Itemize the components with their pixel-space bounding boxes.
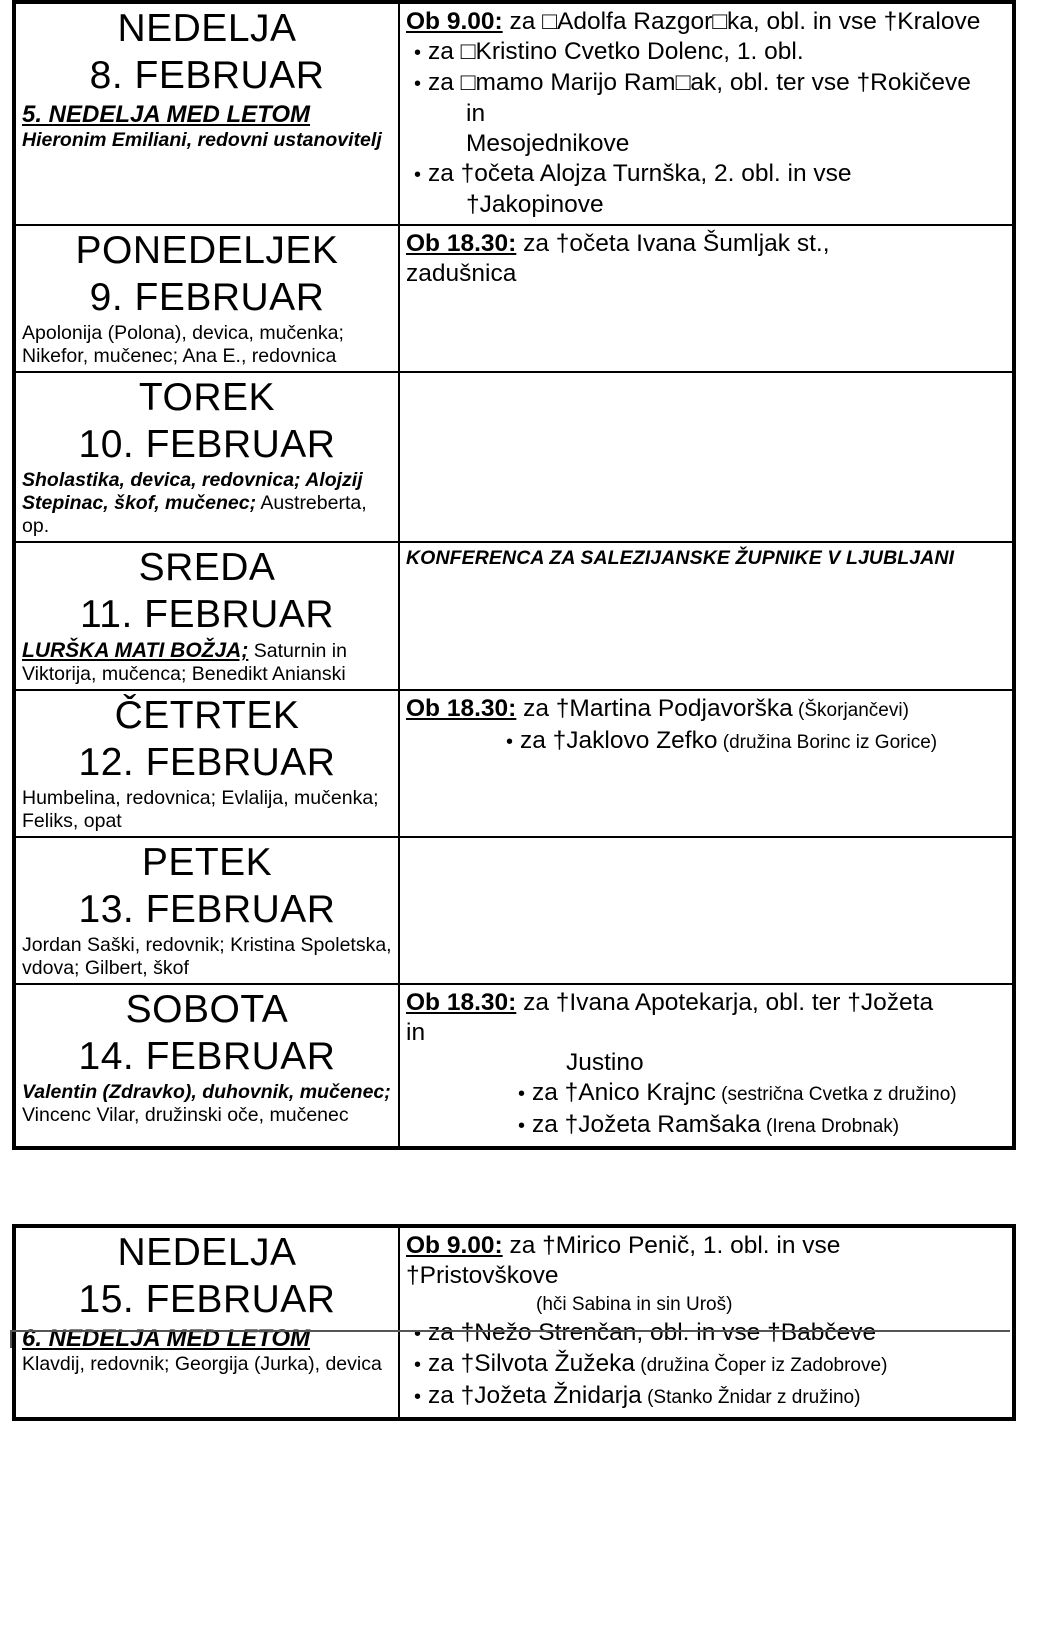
mass-intention-bullet: [406, 1349, 1010, 1381]
mass-primary-line: [406, 1231, 1010, 1261]
mass-intention: za †Jožeta Žnidarja: [428, 1382, 642, 1409]
day-date: 12. FEBRUAR: [78, 741, 336, 784]
day-subtitle: 5. NEDELJA MED LETOM: [22, 101, 311, 128]
day-saints-plain: Saturnin in Viktorija, mučenca; Benedikt Anianski: [22, 640, 347, 685]
day-subtitle: 6. NEDELJA MED LETOM: [22, 1325, 311, 1352]
day-name: ČETRTEK: [114, 694, 300, 737]
day-saints: [22, 639, 392, 686]
day-saints-emphasis: Sholastika, devica, redovnica; Alojzij Stepinac, škof, mučenec;: [22, 469, 363, 514]
day-cell: [14, 984, 399, 1148]
mass-intention: za †očeta Ivana Šumljak st.,: [516, 230, 830, 257]
day-saints: Klavdij, redovnik; Georgija (Jurka), devica: [22, 1353, 382, 1375]
mass-cell: [399, 2, 1014, 225]
day-name: PONEDELJEK: [75, 229, 339, 272]
mass-intention-bullet: • za □Kristino Cvetko Dolenc, 1. obl.: [406, 37, 1010, 68]
mass-donor-note: (družina Čoper iz Zadobrove): [635, 1355, 888, 1376]
day-name: TOREK: [138, 376, 276, 419]
table-row: [14, 225, 1014, 372]
mass-donor-note: (Škorjančevi): [792, 700, 909, 721]
day-saints: [22, 1081, 392, 1127]
day-cell: [14, 225, 399, 372]
day-cell: [14, 837, 399, 984]
mass-intention-cont: Justino: [566, 1049, 644, 1076]
table-row: [14, 984, 1014, 1148]
day-cell: [14, 372, 399, 542]
mass-intention-cont: †Jakopinove: [466, 191, 604, 218]
day-date: 14. FEBRUAR: [78, 1035, 336, 1078]
mass-primary-line: [406, 988, 1010, 1018]
mass-intention-bullet: [406, 1110, 1010, 1142]
page-break-rule: [10, 1330, 1010, 1332]
day-saints: Jordan Saški, redovnik; Kristina Spoletska, vdova; Gilbert, škof: [22, 934, 392, 979]
mass-intention: za †Martina Podjavorška: [516, 695, 793, 722]
mass-intention-bullet: [406, 1078, 1010, 1110]
mass-cell: [399, 690, 1014, 837]
day-name: NEDELJA: [117, 1231, 297, 1274]
schedule-table-week1: [12, 0, 1016, 1150]
conference-note: KONFERENCA ZA SALEZIJANSKE ŽUPNIKE V LJUBLJANI: [406, 547, 955, 569]
day-name: SREDA: [138, 546, 276, 589]
mass-time: Ob 18.30:: [406, 695, 517, 722]
mass-cell-empty: [399, 837, 1014, 984]
mass-intention-cont: †Pristovškove: [406, 1262, 559, 1289]
mass-intention: za †Jožeta Ramšaka: [532, 1111, 761, 1138]
mass-cell-empty: [399, 372, 1014, 542]
table-row: [14, 1226, 1014, 1419]
mass-time: Ob 9.00:: [406, 8, 503, 35]
mass-intention-cont: in: [406, 1019, 426, 1046]
page-gap: [0, 1150, 1061, 1208]
mass-primary-line: [406, 694, 1010, 726]
day-cell: [14, 2, 399, 225]
mass-intention-cont: in: [466, 100, 486, 127]
mass-intention: za †Mirico Penič, 1. obl. in vse: [502, 1232, 841, 1259]
day-saints-emphasis: Valentin (Zdravko), duhovnik, mučenec;: [22, 1081, 391, 1103]
day-name: PETEK: [141, 841, 273, 884]
day-saints: Apolonija (Polona), devica, mučenka; Nikefor, mučenec; Ana E., redovnica: [22, 322, 344, 367]
table-row: [14, 837, 1014, 984]
day-date: 13. FEBRUAR: [78, 888, 336, 931]
mass-cell: [399, 984, 1014, 1148]
mass-intention: za †Silvota Žužeka: [428, 1350, 635, 1377]
mass-intention-bullet: [406, 1381, 1010, 1413]
mass-time: Ob 18.30:: [406, 989, 517, 1016]
day-name: NEDELJA: [117, 7, 297, 50]
table-row: [14, 542, 1014, 690]
mass-intention: za †Ivana Apotekarja, obl. ter †Jožeta: [516, 989, 934, 1016]
mass-cell: [399, 542, 1014, 690]
mass-primary-line: [406, 229, 1010, 259]
page-break-tick: [10, 1330, 12, 1348]
day-saints-plain: Austreberta, op.: [22, 492, 367, 537]
day-date: 8. FEBRUAR: [89, 54, 325, 97]
mass-intention-bullet: • za †Nežo Strenčan, obl. in vse †Babčeve: [406, 1318, 1010, 1349]
mass-donor-note: (hči Sabina in sin Uroš): [536, 1294, 733, 1315]
day-saints: [22, 469, 392, 538]
mass-donor-note: (sestrična Cvetka z družino): [715, 1084, 957, 1105]
mass-intention-bullet: [406, 726, 1010, 758]
mass-cell: [399, 1226, 1014, 1419]
day-cell: [14, 542, 399, 690]
day-name: SOBOTA: [125, 988, 289, 1031]
mass-time: Ob 9.00:: [406, 1232, 503, 1259]
mass-intention: za †Jaklovo Zefko: [520, 727, 718, 754]
mass-cell: [399, 225, 1014, 372]
table-row: [14, 690, 1014, 837]
mass-donor-note: (družina Borinc iz Gorice): [717, 732, 938, 753]
mass-intention-cont: zadušnica: [406, 260, 517, 287]
day-saints-plain: Vincenc Vilar, družinski oče, mučenec: [22, 1104, 349, 1126]
schedule-table-week2: [12, 1224, 1016, 1421]
day-saints: Humbelina, redovnica; Evlalija, mučenka; Feliks, opat: [22, 787, 379, 832]
day-date: 11. FEBRUAR: [79, 593, 334, 636]
table-row: [14, 372, 1014, 542]
mass-intention: za †Anico Krajnc: [532, 1079, 716, 1106]
table-row: [14, 2, 1014, 225]
mass-donor-note: (Irena Drobnak): [760, 1116, 900, 1137]
day-cell: [14, 1226, 399, 1419]
day-subtitle: LURŠKA MATI BOŽJA;: [22, 639, 249, 662]
mass-intention-bullet: • za †očeta Alojza Turnška, 2. obl. in vse: [406, 159, 1010, 190]
day-date: 15. FEBRUAR: [78, 1278, 336, 1321]
mass-intention-cont: Mesojednikove: [466, 130, 630, 157]
day-saints: Hieronim Emiliani, redovni ustanovitelj: [22, 129, 382, 151]
mass-intention: za □Adolfa Razgor□ka, obl. in vse †Kralove: [502, 8, 981, 35]
mass-primary-line: [406, 7, 1010, 37]
mass-donor-note: (Stanko Žnidar z družino): [641, 1387, 861, 1408]
day-cell: [14, 690, 399, 837]
day-date: 9. FEBRUAR: [89, 276, 325, 319]
mass-intention-bullet: • za □mamo Marijo Ram□ak, obl. ter vse †Rokičeve: [406, 68, 1010, 99]
mass-time: Ob 18.30:: [406, 230, 517, 257]
day-date: 10. FEBRUAR: [78, 423, 336, 466]
